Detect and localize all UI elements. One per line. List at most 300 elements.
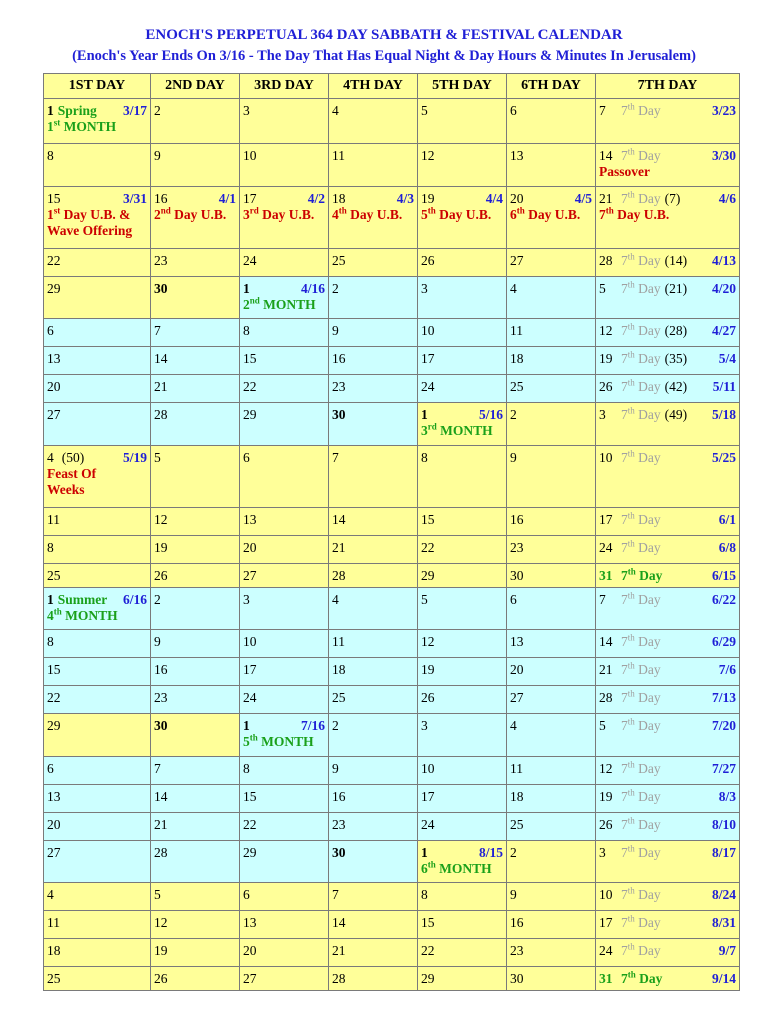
day-cell (151, 564, 240, 588)
day-number: 23 (510, 943, 524, 958)
day-number: 8 (243, 761, 250, 776)
day-cell (151, 249, 240, 277)
day-number: 23 (332, 817, 346, 832)
header-day-5: 5TH DAY (418, 74, 507, 99)
day-cell (151, 785, 240, 813)
day-number: 4 (510, 281, 517, 296)
day-number: 28 (599, 690, 613, 705)
sabbath-sup: th (627, 321, 635, 332)
day-cell (507, 536, 596, 564)
sabbath-sup: th (627, 660, 635, 671)
day-number: 26 (154, 568, 168, 583)
gregorian-date: 4/2 (307, 191, 325, 206)
cell-note (332, 207, 414, 223)
gregorian-date: 8/3 (718, 789, 736, 804)
table-row (44, 375, 740, 403)
day-cell (44, 658, 151, 686)
note-rest: Day U.B. (435, 207, 492, 222)
day-number: 9 (332, 323, 339, 338)
day-cell (329, 813, 418, 841)
day-number: 10 (599, 450, 613, 465)
sabbath-label (621, 148, 661, 163)
day-number: 18 (332, 662, 346, 677)
day-number: 11 (47, 915, 60, 930)
note-sup: rd (249, 205, 259, 216)
day-cell (507, 883, 596, 911)
header-day-2: 2ND DAY (151, 74, 240, 99)
day-cell (507, 588, 596, 630)
gregorian-date: 4/16 (300, 281, 325, 296)
note-sup: rd (427, 421, 437, 432)
sabbath-ordinal: 7 (621, 540, 628, 555)
cell-note (154, 207, 236, 223)
day-cell (44, 277, 151, 319)
day-cell (596, 375, 740, 403)
gregorian-date: 4/1 (218, 191, 236, 206)
cell-note (47, 608, 147, 624)
sabbath-sup: th (627, 189, 635, 200)
day-number: 5 (154, 450, 161, 465)
day-cell (240, 883, 329, 911)
calendar-title: ENOCH'S PERPETUAL 364 DAY SABBATH & FESTIVAL CALENDAR (145, 27, 623, 43)
day-number: 10 (421, 761, 435, 776)
gregorian-date: 4/3 (396, 191, 414, 206)
header-day-4: 4TH DAY (329, 74, 418, 99)
day-number: 24 (243, 690, 257, 705)
day-cell (151, 939, 240, 967)
sabbath-label (621, 540, 661, 555)
table-row (44, 249, 740, 277)
day-cell (240, 375, 329, 403)
gregorian-date: 5/4 (718, 351, 736, 366)
day-number: 9 (332, 761, 339, 776)
sabbath-sup: th (627, 566, 636, 577)
sabbath-sup: th (627, 843, 635, 854)
gregorian-date: 4/6 (718, 191, 736, 206)
sabbath-sup: th (627, 941, 635, 952)
sabbath-word: Day (634, 191, 661, 206)
day-number: 7 (154, 761, 161, 776)
sabbath-label (621, 379, 661, 394)
day-number: 13 (243, 512, 257, 527)
day-number: 22 (243, 817, 257, 832)
day-number: 18 (47, 943, 61, 958)
sabbath-sup: th (627, 885, 635, 896)
day-cell (44, 911, 151, 939)
day-cell (44, 757, 151, 785)
day-number: 5 (599, 718, 606, 733)
day-cell (507, 375, 596, 403)
omer-count: (35) (664, 351, 688, 366)
day-cell (240, 813, 329, 841)
day-cell (44, 967, 151, 991)
day-cell (418, 588, 507, 630)
day-cell (240, 967, 329, 991)
header-day-6: 6TH DAY (507, 74, 596, 99)
day-cell (507, 841, 596, 883)
day-number: 22 (47, 690, 61, 705)
day-cell (151, 99, 240, 144)
sabbath-word: Day (634, 351, 661, 366)
note-sup: th (338, 205, 347, 216)
day-cell (507, 319, 596, 347)
sabbath-label (621, 253, 661, 268)
sabbath-label (621, 351, 661, 366)
day-cell (418, 375, 507, 403)
day-number: 9 (154, 634, 161, 649)
day-cell (418, 813, 507, 841)
sabbath-ordinal: 7 (621, 634, 628, 649)
day-cell (44, 785, 151, 813)
day-cell (240, 564, 329, 588)
sabbath-word: Day (634, 761, 661, 776)
day-cell (240, 841, 329, 883)
day-number: 25 (332, 690, 346, 705)
day-number: 14 (154, 789, 168, 804)
table-row (44, 686, 740, 714)
day-number: 2 (332, 718, 339, 733)
note-rest: Day U.B. (613, 207, 670, 222)
day-cell (418, 686, 507, 714)
note-text: 4 (332, 207, 339, 222)
day-cell (418, 785, 507, 813)
day-cell (596, 686, 740, 714)
gregorian-date: 9/7 (718, 943, 736, 958)
day-number: 1 (47, 103, 54, 118)
day-number: 1 (243, 718, 250, 733)
sabbath-label (621, 450, 661, 465)
sabbath-ordinal: 7 (621, 379, 628, 394)
table-row (44, 841, 740, 883)
day-number: 2 (154, 103, 161, 118)
day-cell (329, 319, 418, 347)
sabbath-label (621, 761, 661, 776)
cell-note (243, 207, 325, 223)
day-cell (596, 630, 740, 658)
sabbath-ordinal: 7 (621, 943, 628, 958)
sabbath-sup: th (627, 279, 635, 290)
day-number: 13 (510, 634, 524, 649)
sabbath-label (621, 191, 661, 206)
day-number: 13 (47, 789, 61, 804)
day-cell (151, 319, 240, 347)
day-number: 27 (47, 407, 61, 422)
day-cell (240, 757, 329, 785)
sabbath-ordinal: 7 (621, 971, 628, 986)
sabbath-ordinal: 7 (621, 789, 628, 804)
day-cell (507, 967, 596, 991)
day-number: 24 (599, 943, 613, 958)
note-sup: th (427, 205, 436, 216)
note-text: 5 (243, 734, 250, 749)
day-number: 5 (154, 887, 161, 902)
note-text: 2 (154, 207, 161, 222)
day-number: 2 (154, 592, 161, 607)
sabbath-ordinal: 7 (621, 761, 628, 776)
cell-note (47, 466, 147, 482)
gregorian-date: 3/31 (122, 191, 147, 206)
sabbath-word: Day (634, 845, 661, 860)
day-number: 15 (47, 662, 61, 677)
day-cell (596, 319, 740, 347)
gregorian-date: 8/31 (711, 915, 736, 930)
note-sup: st (53, 117, 61, 128)
day-number: 17 (243, 662, 257, 677)
day-number: 4 (47, 887, 54, 902)
day-cell (418, 403, 507, 446)
sabbath-word: Day (634, 634, 661, 649)
day-cell (44, 99, 151, 144)
day-cell (507, 658, 596, 686)
sabbath-word: Day (634, 789, 661, 804)
day-number: 15 (47, 191, 61, 206)
day-number: 21 (154, 817, 168, 832)
table-row (44, 187, 740, 249)
day-number: 4 (332, 592, 339, 607)
sabbath-word: Day (635, 971, 663, 986)
day-cell (507, 99, 596, 144)
day-number: 11 (332, 148, 345, 163)
cell-note (599, 164, 736, 180)
day-cell (240, 588, 329, 630)
gregorian-date: 8/17 (711, 845, 736, 860)
sabbath-ordinal: 7 (621, 512, 628, 527)
day-cell (151, 508, 240, 536)
day-cell (240, 630, 329, 658)
day-number: 4 (47, 450, 54, 465)
day-number: 12 (599, 761, 613, 776)
day-number: 8 (421, 450, 428, 465)
day-cell (151, 144, 240, 187)
note-rest: Day U.B. (170, 207, 227, 222)
day-cell (329, 939, 418, 967)
omer-count: (50) (61, 450, 85, 465)
day-number: 19 (599, 351, 613, 366)
day-cell (44, 403, 151, 446)
day-cell (418, 319, 507, 347)
gregorian-date: 6/29 (711, 634, 736, 649)
day-number: 1 (421, 845, 428, 860)
day-cell (329, 508, 418, 536)
gregorian-date: 7/6 (718, 662, 736, 677)
day-number: 28 (332, 568, 346, 583)
day-cell (151, 686, 240, 714)
table-row (44, 403, 740, 446)
day-cell (596, 883, 740, 911)
day-number: 4 (332, 103, 339, 118)
day-number: 29 (421, 971, 435, 986)
day-number: 10 (243, 634, 257, 649)
header-day-1: 1ST DAY (44, 74, 151, 99)
gregorian-date: 6/22 (711, 592, 736, 607)
sabbath-word: Day (634, 817, 661, 832)
gregorian-date: 5/16 (478, 407, 503, 422)
day-number: 25 (47, 971, 61, 986)
day-cell (507, 714, 596, 757)
day-cell (418, 536, 507, 564)
sabbath-word: Day (634, 407, 661, 422)
day-cell (596, 249, 740, 277)
sabbath-ordinal: 7 (621, 103, 628, 118)
sabbath-ordinal: 7 (621, 817, 628, 832)
sabbath-label (621, 662, 661, 677)
sabbath-label (621, 845, 661, 860)
day-cell (151, 757, 240, 785)
day-cell (151, 630, 240, 658)
sabbath-sup: th (627, 787, 635, 798)
gregorian-date: 6/8 (718, 540, 736, 555)
day-cell (418, 757, 507, 785)
day-cell (151, 446, 240, 508)
day-number: 28 (599, 253, 613, 268)
sabbath-sup: th (627, 146, 635, 157)
sabbath-ordinal: 7 (621, 351, 628, 366)
day-number: 14 (599, 148, 613, 163)
sabbath-sup: th (627, 913, 635, 924)
note-text: 3 (243, 207, 250, 222)
gregorian-date: 8/15 (478, 845, 503, 860)
day-number: 16 (510, 915, 524, 930)
day-cell (507, 630, 596, 658)
sabbath-word: Day (634, 379, 661, 394)
sabbath-ordinal: 7 (621, 662, 628, 677)
sabbath-sup: th (627, 759, 635, 770)
day-number: 31 (599, 971, 613, 986)
day-number: 11 (332, 634, 345, 649)
sabbath-word: Day (634, 662, 661, 677)
day-cell (507, 277, 596, 319)
table-row (44, 508, 740, 536)
sabbath-word: Day (634, 718, 661, 733)
day-number: 28 (154, 407, 168, 422)
sabbath-sup: th (627, 510, 635, 521)
note-rest: MONTH (60, 119, 117, 134)
table-row (44, 714, 740, 757)
table-row (44, 757, 740, 785)
day-number: 11 (47, 512, 60, 527)
table-row (44, 813, 740, 841)
day-number: 16 (154, 191, 168, 206)
day-cell (329, 536, 418, 564)
day-number: 7 (599, 592, 606, 607)
gregorian-date: 7/20 (711, 718, 736, 733)
sabbath-label (621, 718, 661, 733)
day-cell (329, 630, 418, 658)
sabbath-sup: th (627, 405, 635, 416)
sabbath-ordinal: 7 (621, 323, 628, 338)
day-number: 16 (154, 662, 168, 677)
note-sup: th (516, 205, 525, 216)
gregorian-date: 7/16 (300, 718, 325, 733)
sabbath-ordinal: 7 (621, 148, 628, 163)
note-text: 1 (47, 119, 54, 134)
gregorian-date: 4/4 (485, 191, 503, 206)
day-number: 14 (599, 634, 613, 649)
omer-count: (21) (664, 281, 688, 296)
gregorian-date: 8/24 (711, 887, 736, 902)
day-cell (151, 187, 240, 249)
day-cell (44, 446, 151, 508)
cell-note (510, 207, 592, 223)
day-number: 22 (421, 540, 435, 555)
day-number: 29 (47, 281, 61, 296)
sabbath-ordinal: 7 (621, 718, 628, 733)
day-cell (44, 536, 151, 564)
day-number: 9 (154, 148, 161, 163)
sabbath-ordinal: 7 (621, 450, 628, 465)
day-cell (44, 630, 151, 658)
day-number: 21 (154, 379, 168, 394)
day-number: 12 (421, 148, 435, 163)
day-number: 3 (243, 592, 250, 607)
day-number: 15 (243, 351, 257, 366)
day-cell (329, 686, 418, 714)
gregorian-date: 6/15 (711, 568, 736, 583)
day-number: 3 (421, 281, 428, 296)
day-number: 6 (243, 887, 250, 902)
sabbath-sup: th (627, 716, 635, 727)
day-number: 20 (510, 662, 524, 677)
day-cell (44, 144, 151, 187)
cell-note (243, 734, 325, 750)
note-rest: MONTH (259, 297, 316, 312)
day-number: 24 (421, 817, 435, 832)
day-cell (329, 144, 418, 187)
day-number: 26 (154, 971, 168, 986)
table-row (44, 319, 740, 347)
day-number: 1 (47, 592, 54, 607)
day-cell (507, 187, 596, 249)
day-number: 21 (599, 191, 613, 206)
day-number: 6 (47, 323, 54, 338)
note-rest: Day U.B. (524, 207, 581, 222)
day-cell (240, 403, 329, 446)
day-number: 2 (510, 845, 517, 860)
sabbath-label (621, 817, 661, 832)
sabbath-ordinal: 7 (621, 253, 628, 268)
sabbath-word: Day (634, 690, 661, 705)
table-row (44, 564, 740, 588)
day-cell (240, 277, 329, 319)
day-number: 30 (510, 971, 524, 986)
sabbath-label (621, 512, 661, 527)
day-number: 21 (332, 943, 346, 958)
day-number: 7 (332, 450, 339, 465)
day-number: 22 (243, 379, 257, 394)
gregorian-date: 4/5 (574, 191, 592, 206)
day-cell (151, 841, 240, 883)
cell-note (421, 423, 503, 439)
omer-count: (14) (664, 253, 688, 268)
note-sup: th (249, 732, 258, 743)
sabbath-ordinal: 7 (621, 281, 628, 296)
day-cell (418, 564, 507, 588)
day-number: 26 (421, 253, 435, 268)
day-number: 12 (599, 323, 613, 338)
gregorian-date: 6/16 (122, 592, 147, 607)
day-number: 28 (332, 971, 346, 986)
day-cell (596, 841, 740, 883)
sabbath-label (621, 789, 661, 804)
cell-note (421, 861, 503, 877)
day-number: 20 (243, 943, 257, 958)
day-cell (240, 939, 329, 967)
day-number: 13 (47, 351, 61, 366)
day-cell (151, 813, 240, 841)
day-cell (151, 536, 240, 564)
note-sup: th (427, 859, 436, 870)
day-cell (44, 319, 151, 347)
